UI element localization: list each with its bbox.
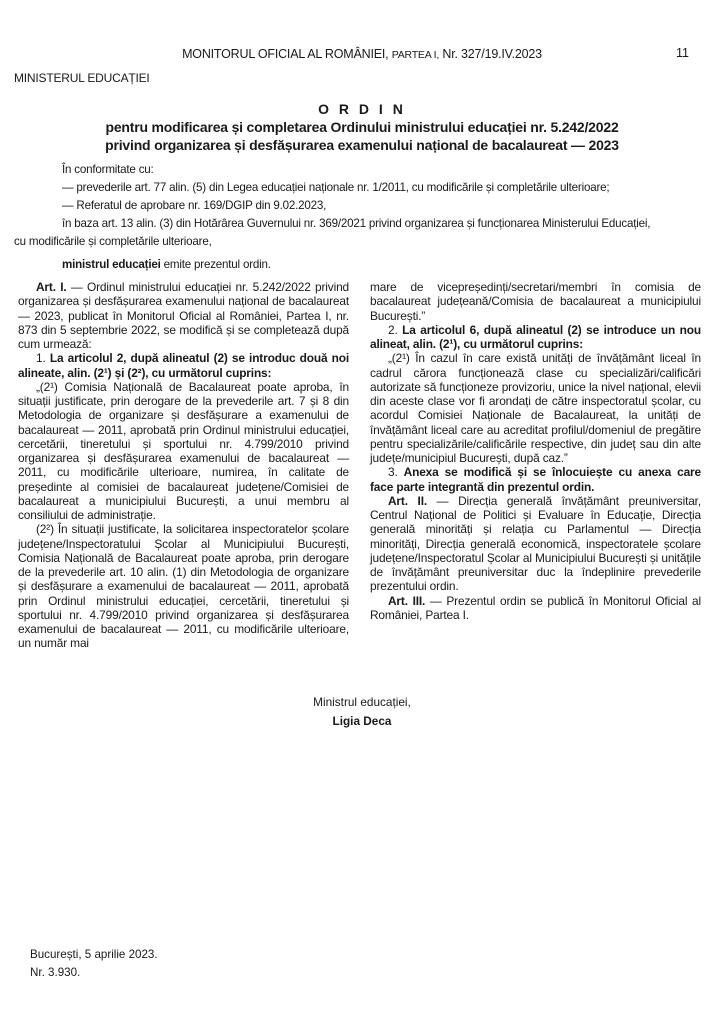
point-2-heading: La articolul 6, după alineatul (2) se introduce un nou alineat, alin. (2¹), cu următorul cuprins: <box>370 322 701 351</box>
preamble-item-referat: — Referatul de aprobare nr. 169/DGIP din 9.02.2023, <box>62 199 327 212</box>
article-1-label: Art. I. <box>36 280 67 294</box>
point-2-alin-21: „(2¹) În cazul în care există unități de învățământ liceal în cadrul cărora funcționează clase cu specializări/calificări autorizate să funcționeze provizoriu, unice la nivel național, elevii din aceste clase vor fi arondați de către inspectoratul școlar, cu acordul Comisiei Naționale de Bacalaureat, la unități de învățământ liceal care au acreditat profilul/domeniul de pregătire pentru specializările/calificările respective, din județ sau din alte județe/municipiul București, după caz.” <box>370 351 701 465</box>
signatory-name: Ligia Deca <box>332 714 392 728</box>
preamble-item-law: — prevederile art. 77 alin. (5) din Legea educației naționale nr. 1/2011, cu modificările și completările ulterioare; <box>62 181 610 194</box>
point-2 <box>370 323 701 352</box>
journal-name: MONITORUL OFICIAL AL ROMÂNIEI, <box>182 47 389 61</box>
point-3-heading: Anexa se modifică și se înlocuiește cu anexa care face parte integrantă din prezentul ordin. <box>370 465 701 494</box>
signatory-role: Ministrul educației, <box>313 695 411 709</box>
document-title-line-1: pentru modificarea și completarea Ordinului ministrului educației nr. 5.242/2022 <box>105 119 619 135</box>
body-column-left <box>18 280 349 651</box>
alin-22-continued: mare de vicepreședinți/secretari/membri în comisia de bacalaureat județeană/Comisia de bacalaureat a municipiului București.” <box>370 280 701 323</box>
article-3-text: — Prezentul ordin se publică în Monitorul Oficial al României, Partea I. <box>370 593 701 622</box>
emitting-clause <box>62 258 271 271</box>
point-2-number: 2. <box>388 322 403 337</box>
article-1-text: — Ordinul ministrului educației nr. 5.242/2022 privind organizarea și desfășurarea examenului național de bacalaureat — 2023, publicat în Monitorul Oficial al României, Partea I, nr. 873 din 5 septembrie 2022, se modifică și se completează după cum urmează: <box>18 280 349 351</box>
emitter: ministrul educației <box>62 258 161 271</box>
article-1 <box>18 280 349 351</box>
preamble-basis-cont: cu modificările și completările ulterioare, <box>14 235 212 248</box>
article-2 <box>370 494 701 594</box>
preamble-basis: în baza art. 13 alin. (3) din Hotărârea Guvernului nr. 369/2021 privind organizarea și funcționarea Ministerului Educației, <box>62 217 651 230</box>
issuer: MINISTERUL EDUCAȚIEI <box>14 71 150 85</box>
point-1 <box>18 351 349 380</box>
emit-text: emite prezentul ordin. <box>160 258 271 271</box>
point-3-number: 3. <box>388 465 404 480</box>
point-1-alin-22: (2²) În situații justificate, la solicitarea inspectoratelor școlare județene/Inspectoratului Școlar al Municipiului București, Comisia Națională de Bacalaureat poate aproba, prin derogare de la prevederile art. 10 alin. (1) din Metodologia de organizare și desfășurare a examenului de bacalaureat — 2011, aprobată prin Ordinul ministrului educației, cercetării, tineretului și sportului nr. 4.799/2010 privind organizarea și desfășurarea examenului de bacalaureat — 2011, cu modificările ulterioare, un număr mai <box>18 522 349 651</box>
article-3 <box>370 594 701 623</box>
document-type: O R D I N <box>318 101 406 117</box>
point-1-heading: La articolul 2, după alineatul (2) se introduc două noi alineate, alin. (2¹) și (2²), cu următorul cuprins: <box>18 351 349 380</box>
preamble-intro: În conformitate cu: <box>62 163 154 176</box>
body-column-right <box>370 280 701 622</box>
document-title-line-2: privind organizarea și desfășurarea examenului național de bacalaureat — 2023 <box>105 137 619 153</box>
place-date: București, 5 aprilie 2023. <box>30 948 158 961</box>
order-number: Nr. 3.930. <box>30 966 81 979</box>
article-2-text: — Direcția generală învățământ preuniversitar, Centrul Național de Politici și Evaluare în Educație, Direcția generală minorități și relația cu Parlamentul — Direcția minorități, Direcția generală economică, inspectoratele școlare județene/Inspectoratul Școlar al Municipiului București și unitățile de învățământ preuniversitar duc la îndeplinire prevederile prezentului ordin. <box>370 493 701 594</box>
running-header <box>0 47 724 61</box>
journal-part: PARTEA I, <box>391 49 440 61</box>
page-number: 11 <box>676 46 689 60</box>
article-3-label: Art. III. <box>388 593 426 608</box>
issue-number: Nr. 327/19.IV.2023 <box>442 47 542 61</box>
point-1-number: 1. <box>36 351 50 366</box>
point-3 <box>370 465 701 494</box>
article-2-label: Art. II. <box>388 493 427 508</box>
point-1-alin-21: „(2¹) Comisia Națională de Bacalaureat poate aproba, în situații justificate, prin derogare de la prevederile art. 7 și 8 din Metodologia de organizare și desfășurare a examenului de bacalaureat — 2011, aprobată prin Ordinul ministrului educației, cercetării, tineretului și sportului nr. 4.799/2010 privind organizarea și desfășurarea examenului de bacalaureat — 2011, cu modificările ulterioare, numirea, în calitate de președinte al comisiei de bacalaureat județene/Comisiei de bacalaureat a municipiului București, a unui membru al consiliului de administrație. <box>18 379 349 522</box>
